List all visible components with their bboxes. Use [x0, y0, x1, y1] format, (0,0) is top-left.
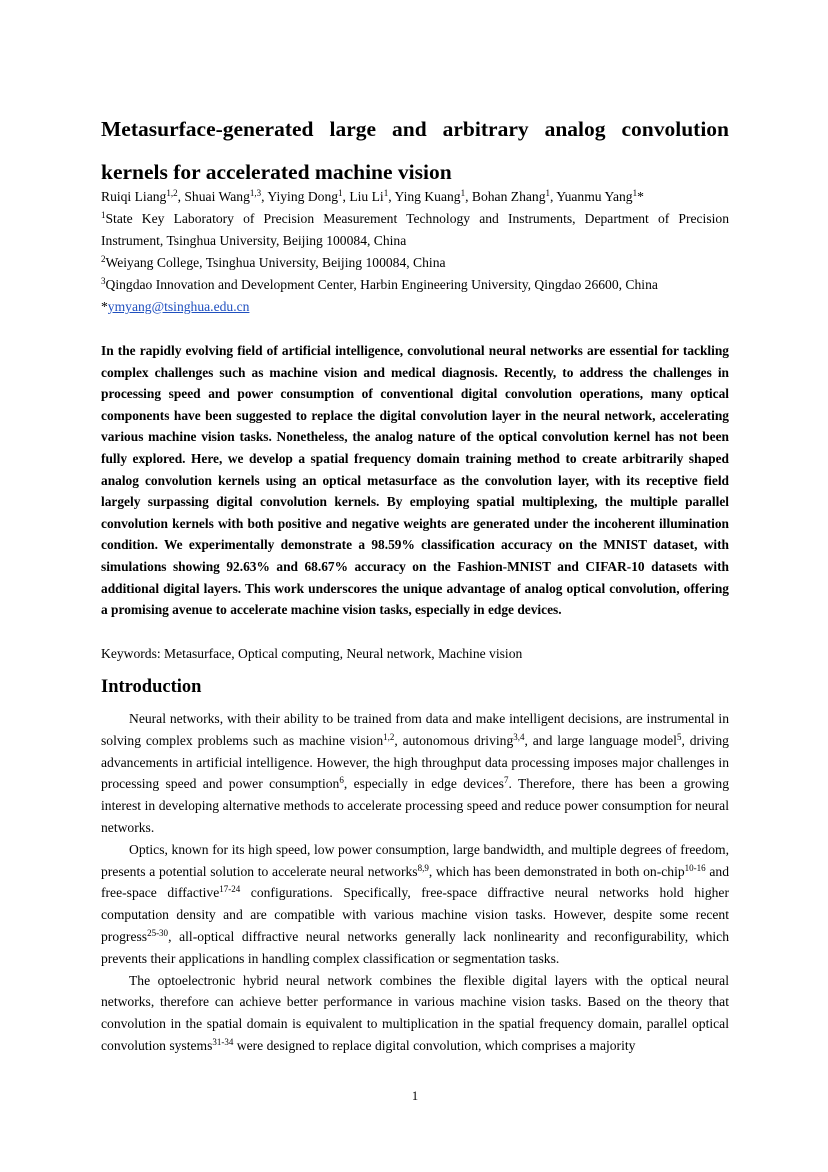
author-name: Liu Li	[349, 189, 384, 204]
author-separator: ,	[342, 189, 350, 204]
author-separator: ,	[177, 189, 185, 204]
citation-reference: 10-16	[684, 862, 706, 873]
author-separator: ,	[388, 189, 395, 204]
paragraph-text: and free-space diffactive	[101, 863, 729, 901]
keywords: Keywords: Metasurface, Optical computing, Neural network, Machine vision	[101, 646, 523, 661]
page-number: 1	[411, 1089, 419, 1103]
paragraph-text: The optoelectronic hybrid neural network combines the flexible digital layers with the optical neural networks, therefore can achieve better performance in various machine vision tasks. Based on the theory that convolution in the spatial domain is equivalent to multiplication in the spatial frequency domain, parallel optical convolution systems	[101, 972, 729, 1053]
author-name: Yiying Dong	[267, 189, 339, 204]
introduction-body	[101, 708, 729, 1057]
author-name: Bohan Zhang	[471, 189, 546, 204]
affiliation-text: Weiyang College, Tsinghua University, Beijing 100084, China	[105, 255, 446, 270]
body-paragraph	[101, 839, 729, 970]
author-name: Shuai Wang	[184, 189, 250, 204]
paragraph-text: , which has been demonstrated in both on-chip	[428, 863, 685, 879]
affiliation-number: 1	[101, 210, 106, 220]
paragraph-text: , driving advancements in artificial intelligence. However, the high throughput data processing imposes major challenges in processing speed and power consumption	[101, 732, 729, 792]
author-separator: ,	[550, 189, 557, 204]
citation-reference: 1,2	[383, 731, 395, 742]
citation-reference: 6	[339, 775, 344, 786]
author-name: Yuanmu Yang	[556, 189, 633, 204]
citation-reference: 17-24	[219, 884, 241, 895]
email-link[interactable]: ymyang@tsinghua.edu.cn	[107, 299, 250, 314]
paragraph-text: . Therefore, there has been a growing interest in developing alternative methods to accelerate processing speed and reduce power consumption for neural networks.	[101, 776, 730, 835]
paragraph-text: , especially in edge devices	[343, 776, 504, 792]
paragraph-text: were designed to replace digital convolution, which comprises a majority	[233, 1037, 636, 1053]
body-paragraph	[101, 970, 729, 1057]
author-affiliation-mark: 1	[460, 188, 466, 198]
affiliation-3	[101, 274, 729, 296]
affiliation-2	[101, 252, 729, 274]
citation-reference: 25-30	[147, 927, 169, 938]
affiliation-1	[101, 208, 729, 252]
citation-reference: 5	[676, 731, 682, 742]
body-paragraph	[101, 708, 729, 839]
paragraph-text: , autonomous driving	[394, 732, 514, 748]
author-name: Ruiqi Liang	[101, 189, 167, 204]
email-prefix: *	[101, 299, 108, 314]
citation-reference: 31-34	[212, 1036, 234, 1047]
affiliation-number: 2	[101, 254, 106, 264]
paragraph-text: Neural networks, with their ability to be trained from data and make intelligent decisions, are instrumental in solving complex problems such as machine vision	[101, 711, 729, 748]
author-affiliation-mark: 1	[383, 188, 389, 198]
author-separator: ,	[465, 189, 472, 204]
corresponding-email	[101, 296, 729, 318]
title-line-2: kernels for accelerated machine vision	[101, 160, 452, 184]
citation-reference: 3,4	[513, 731, 525, 742]
citation-reference: 7	[503, 775, 509, 786]
author-separator: ,	[261, 189, 268, 204]
author-name: Ying Kuang	[394, 189, 461, 204]
author-affiliation-mark: 1	[545, 188, 550, 198]
section-heading-introduction: Introduction	[101, 677, 202, 697]
author-affiliation-mark: 1	[632, 188, 638, 198]
paper-title	[101, 108, 729, 194]
paragraph-text: , all-optical diffractive neural networks generally lack nonlinearity and reconfigurability, which prevents their applications in handling complex classification or segmentation tasks.	[101, 928, 729, 966]
author-list	[101, 186, 729, 208]
author-affiliation-mark: 1	[338, 188, 343, 198]
author-affiliation-mark: 1,2	[166, 188, 178, 198]
affiliation-text: State Key Laboratory of Precision Measurement Technology and Instruments, Department of Precision Instrument, Tsinghua University, Beijing 100084, China	[101, 211, 729, 248]
title-line-1: Metasurface-generated large and arbitrary analog convolution	[101, 117, 729, 141]
author-affiliation-mark: 1,3	[249, 188, 262, 198]
paragraph-text: , and large language model	[524, 732, 677, 748]
corresponding-author-mark: *	[637, 189, 644, 204]
abstract: In the rapidly evolving field of artificial intelligence, convolutional neural networks are essential for tackling complex challenges such as machine vision and medical diagnosis. Recently, to address the challenges in processing speed and power consumption of conventional digital convolution operations, many optical components have been suggested to replace the digital convolution layer in the neural network, accelerating various machine vision tasks. Nonetheless, the analog nature of the optical convolution kernel has not been fully explored. Here, we develop a spatial frequency domain training method to create arbitrarily shaped analog convolution kernels using an optical metasurface as the convolution layer, with its receptive field largely surpassing digital convolution kernels. By employing spatial multiplexing, the multiple parallel convolution kernels with both positive and negative weights are generated under the incoherent illumination condition. We experimentally demonstrate a 98.59% classification accuracy on the MNIST dataset, with simulations showing 92.63% and 68.67% accuracy on the Fashion-MNIST and CIFAR-10 datasets with additional digital layers. This work underscores the unique advantage of analog optical convolution, offering a promising avenue to accelerate machine vision tasks, especially in edge devices.	[101, 343, 729, 618]
paragraph-text: Optics, known for its high speed, low power consumption, large bandwidth, and multiple degrees of freedom, presents a potential solution to accelerate neural networks	[101, 841, 729, 879]
paragraph-text: configurations. Specifically, free-space diffractive neural networks hold higher computation density and are compatible with various machine vision tasks. However, despite some recent progress	[101, 885, 729, 944]
affiliation-text: Qingdao Innovation and Development Center, Harbin Engineering University, Qingdao 26600, China	[105, 277, 658, 292]
citation-reference: 8,9	[417, 862, 429, 873]
affiliation-number: 3	[101, 276, 106, 286]
